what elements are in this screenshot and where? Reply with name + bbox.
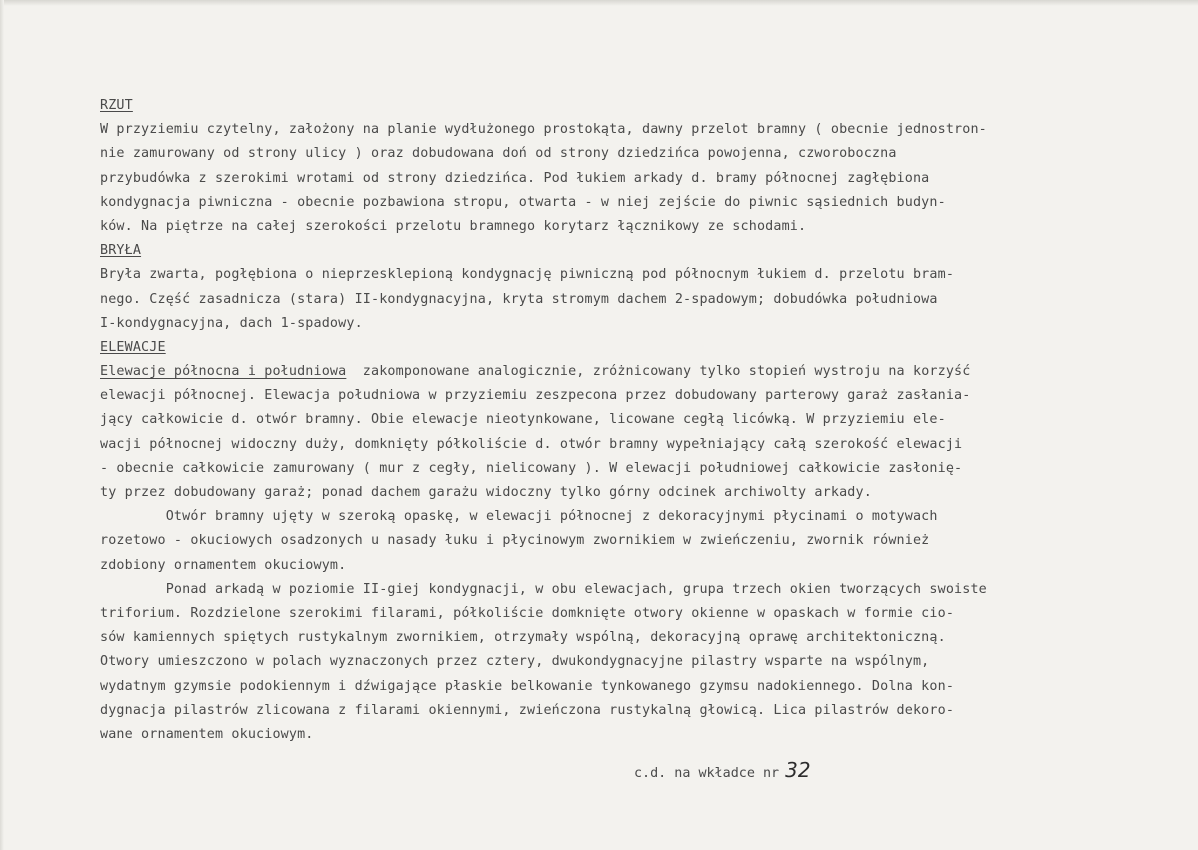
rzut-line: ków. Na piętrze na całej szerokości przelotu bramnego korytarz łącznikowy ze schodami. [100,218,807,234]
typewritten-page [100,94,1180,747]
rzut-line: przybudówka z szerokimi wrotami od strony dziedzińca. Pod łukiem arkady d. bramy północnej zagłębiona [100,170,930,186]
elewacje-line: wane ornamentem okuciowym. [100,726,314,742]
elewacje-lead-underlined: Elewacje północna i południowa [100,364,347,380]
elewacje-line: triforium. Rozdzielone szerokimi filarami, półkoliście domknięte otwory okienne w opaskach w formie cio- [100,605,955,621]
elewacje-lead-rest: zakomponowane analogicznie, zróżnicowany tylko stopień wystroju na korzyść [346,364,971,380]
continuation-note [634,758,811,782]
elewacje-line: dygnacja pilastrów zlicowana z filarami okiennymi, zwieńczona rustykalną głowicą. Lica pilastrów dekoro- [100,702,955,718]
bryla-line: nego. Część zasadnicza (stara) II-kondygnacyjna, kryta stromym dachem 2-spadowym; dobudówka południowa [100,291,938,307]
elewacje-line: Otwory umieszczono w polach wyznaczonych przez cztery, dwukondygnacyjne pilastry wsparte na wspólnym, [100,654,930,670]
rzut-line: W przyziemiu czytelny, założony na planie wydłużonego prostokąta, dawny przelot bramny ( obecnie jednostron- [100,122,987,138]
elewacje-line: Otwór bramny ujęty w szeroką opaskę, w elewacji północnej z dekoracyjnymi płycinami o motywach [100,509,938,525]
continuation-text: c.d. na wkładce nr [634,766,780,781]
elewacje-line: ty przez dobudowany garaż; ponad dachem garażu widoczny tylko górny odcinek archiwolty arkady. [100,485,872,500]
elewacje-line: rozetowo - okuciowych osadzonych u nasady łuku i płycinowym zwornikiem w zwieńczeniu, zwornik również [100,533,930,549]
section-heading-elewacje: ELEWACJE [100,339,166,355]
bryla-line: Bryła zwarta, pogłębiona o nieprzesklepioną kondygnację piwniczną pod północnym łukiem d. przelotu bram- [100,267,955,283]
handwritten-insert-number: 32 [785,758,811,782]
section-heading-bryla: BRYŁA [100,243,142,259]
elewacje-line: jący całkowicie d. otwór bramny. Obie elewacje nieotynkowane, licowane cegłą licówką. W przyziemiu ele- [100,412,946,428]
rzut-line: nie zamurowany od strony ulicy ) oraz dobudowana doń od strony dziedzińca powojenna, czworoboczna [100,146,897,162]
elewacje-line: - obecnie całkowicie zamurowany ( mur z cegły, nielicowany ). W elewacji południowej całkowicie zasłonię- [100,460,963,476]
elewacje-line: wacji północnej widoczny duży, domknięty półkoliście d. otwór bramny wypełniający całą szerokość elewacji [100,436,963,452]
elewacje-line: Ponad arkadą w poziomie II-giej kondygnacji, w obu elewacjach, grupa trzech okien tworzących swoiste [100,581,987,597]
section-heading-rzut: RZUT [100,98,133,113]
paper-edge-top [0,0,1198,6]
bryla-line: I-kondygnacyjna, dach 1-spadowy. [100,315,363,331]
rzut-line: kondygnacja piwniczna - obecnie pozbawiona stropu, otwarta - w niej zejście do piwnic sąsiednich budyn- [100,194,946,210]
elewacje-line: zdobiony ornamentem okuciowym. [100,557,347,573]
elewacje-line: wydatnym gzymsie podokiennym i dźwigające płaskie belkowanie tynkowanego gzymsu nadokiennego. Dolna kon- [100,678,955,694]
elewacje-line: sów kamiennych spiętych rustykalnym zwornikiem, otrzymały wspólną, dekoracyjną oprawę architektoniczną. [100,630,946,646]
paper-edge-left [0,0,4,850]
elewacje-lead-line [100,360,1180,384]
elewacje-line: elewacji północnej. Elewacja południowa w przyziemiu zeszpecona przez dobudowany parterowy garaż zasłania- [100,388,971,404]
